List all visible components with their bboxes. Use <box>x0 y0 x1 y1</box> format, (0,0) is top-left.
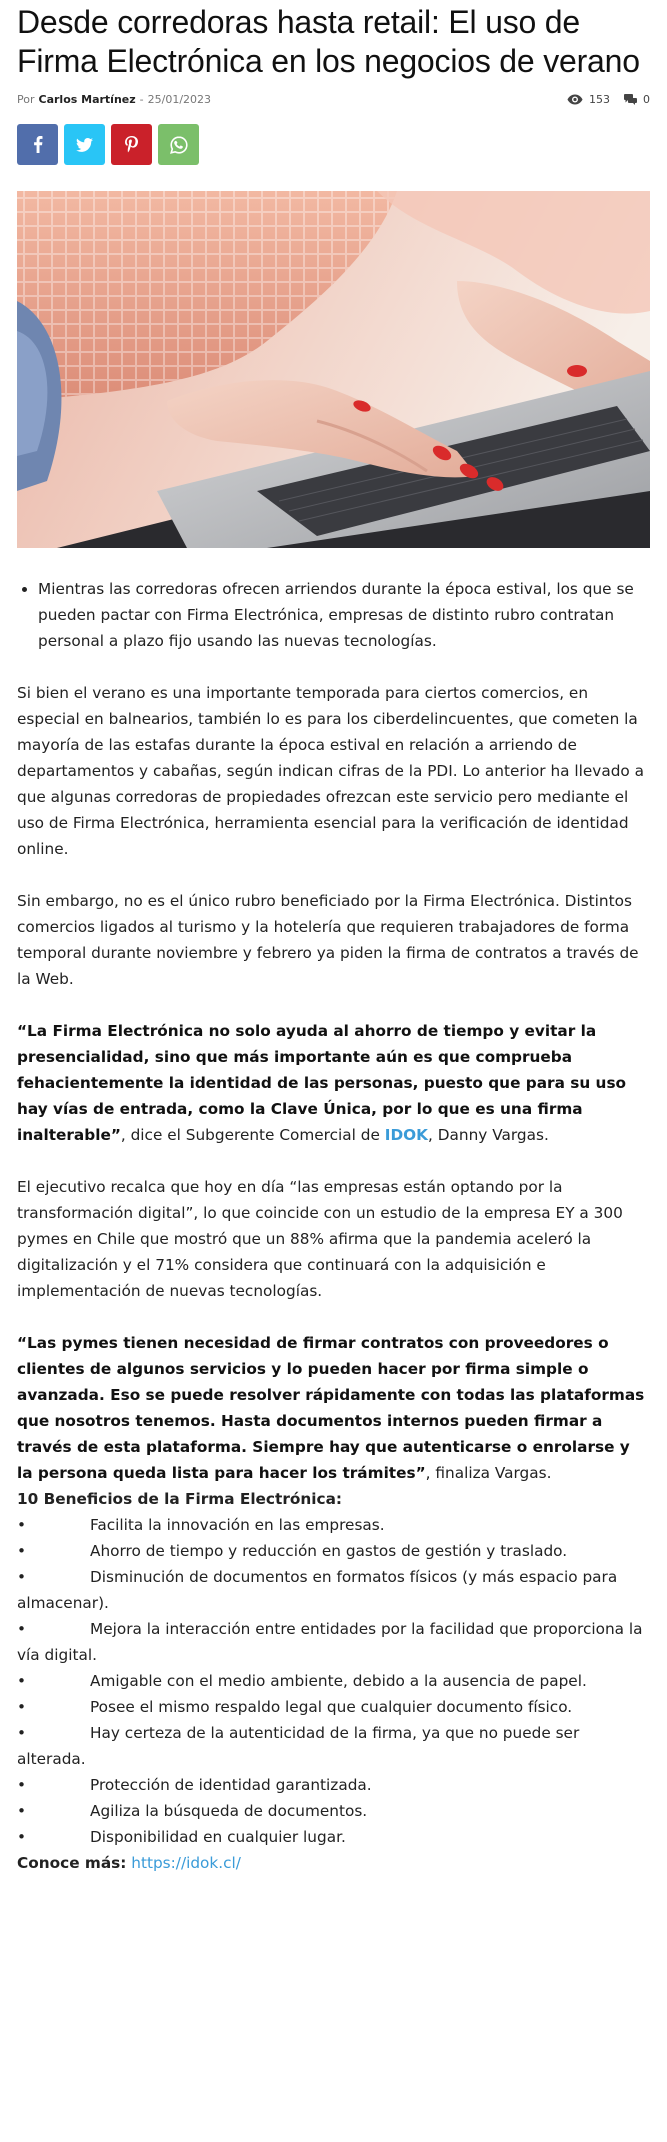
comment-icon <box>624 94 637 105</box>
benefit-item <box>17 1694 650 1720</box>
benefit-item <box>17 1564 650 1616</box>
benefit-text: Hay certeza de la autenticidad de la firma, ya que no puede ser alterada. <box>17 1724 580 1768</box>
intro-bullet: • Mientras las corredoras ofrecen arriendos durante la época estival, los que se pueden pactar con Firma Electrónica, empresas de distinto rubro contratan personal a plazo fijo usando las nuevas tecnologías. <box>38 576 650 654</box>
by-label: Por <box>17 92 35 106</box>
eye-icon <box>567 94 583 105</box>
views-counter <box>567 93 610 106</box>
idok-link[interactable]: IDOK <box>384 1126 429 1144</box>
quote-2-text: “Las pymes tienen necesidad de firmar contratos con proveedores o clientes de algunos servicios y lo pueden hacer por firma simple o avanzada. Eso se puede resolver rápidamente con todas las plataformas que nosotros tenemos. Hasta documentos internos pueden firmar a través de esta plataforma. Siempre hay que autenticarse o enrolarse y la persona queda lista para hacer los trámites” <box>17 1334 645 1482</box>
benefit-text: Mejora la interacción entre entidades por la facilidad que proporciona la vía digital. <box>17 1620 643 1664</box>
twitter-icon <box>76 138 93 152</box>
photo-hands-typing-on-laptop <box>17 191 650 548</box>
bullet: • <box>17 1698 27 1716</box>
bullet: • <box>17 1568 27 1586</box>
views-count: 153 <box>589 92 610 106</box>
bullet: • <box>17 1542 27 1560</box>
benefit-item <box>17 1512 650 1538</box>
benefits-title: 10 Beneficios de la Firma Electrónica: <box>17 1490 343 1508</box>
hero-image <box>17 191 650 548</box>
benefit-item <box>17 1616 650 1668</box>
learn-more <box>17 1850 650 1876</box>
facebook-icon <box>33 136 43 153</box>
twitter-share-button[interactable] <box>64 124 105 165</box>
quote-2 <box>17 1330 650 1486</box>
learn-more-label: Conoce más: <box>17 1854 127 1872</box>
meta-separator: - <box>139 92 144 106</box>
bullet: • <box>17 1802 27 1820</box>
bullet: • <box>17 1724 27 1742</box>
bullet: • <box>17 1516 27 1534</box>
quote-1-text: “La Firma Electrónica no solo ayuda al ahorro de tiempo y evitar la presencialidad, sino que más importante aún es que comprueba fehacientemente la identidad de las personas, puesto que para su uso hay vías de entrada, como la Clave Única, por lo que es una firma inalterable” <box>17 1022 627 1144</box>
bullet: • <box>17 1828 27 1846</box>
author-link[interactable]: Carlos Martínez <box>38 92 136 106</box>
benefits-list <box>17 1512 650 1850</box>
paragraph-1: Si bien el verano es una importante temporada para ciertos comercios, en especial en balnearios, también lo es para los ciberdelincuentes, que cometen la mayoría de las estafas durante la época estival en relación a arriendo de departamentos y cabañas, según indican cifras de la PDI. Lo anterior ha llevado a que algunas corredoras de propiedades ofrezcan este servicio pero mediante el uso de Firma Electrónica, herramienta esencial para la verificación de identidad online. <box>17 684 645 858</box>
bullet: • <box>17 1672 27 1690</box>
facebook-share-button[interactable] <box>17 124 58 165</box>
whatsapp-share-button[interactable] <box>158 124 199 165</box>
benefit-item <box>17 1538 650 1564</box>
bullet: • <box>17 1776 27 1794</box>
publish-date: 25/01/2023 <box>147 92 212 106</box>
benefit-text: Protección de identidad garantizada. <box>90 1776 372 1794</box>
benefit-text: Amigable con el medio ambiente, debido a la ausencia de papel. <box>90 1672 587 1690</box>
benefit-text: Ahorro de tiempo y reducción en gastos de gestión y traslado. <box>90 1542 568 1560</box>
article-stats <box>553 93 650 106</box>
benefit-text: Facilita la innovación en las empresas. <box>90 1516 385 1534</box>
quote-1 <box>17 1018 650 1148</box>
benefit-item <box>17 1798 650 1824</box>
whatsapp-icon <box>170 136 188 154</box>
bullet: • <box>17 1620 27 1638</box>
benefit-item <box>17 1824 650 1850</box>
benefit-item <box>17 1668 650 1694</box>
share-bar <box>17 124 650 165</box>
benefit-text: Disponibilidad en cualquier lugar. <box>90 1828 346 1846</box>
quote-1-attribution-end: , Danny Vargas. <box>428 1126 549 1144</box>
comments-count: 0 <box>643 92 650 106</box>
article-title: Desde corredoras hasta retail: El uso de Firma Electrónica en los negocios de verano <box>17 4 640 79</box>
pinterest-share-button[interactable] <box>111 124 152 165</box>
quote-1-attribution: , dice el Subgerente Comercial de <box>120 1126 385 1144</box>
benefit-item <box>17 1772 650 1798</box>
idok-website-link[interactable]: https://idok.cl/ <box>131 1854 241 1872</box>
paragraph-2: Sin embargo, no es el único rubro beneficiado por la Firma Electrónica. Distintos comercios ligados al turismo y la hotelería que requieren trabajadores de forma temporal durante noviembre y febrero ya piden la firma de contratos a través de la Web. <box>17 892 639 988</box>
benefit-item <box>17 1720 650 1772</box>
benefit-text: Agiliza la búsqueda de documentos. <box>90 1802 368 1820</box>
article-body <box>17 576 650 1876</box>
intro-list <box>17 576 650 654</box>
benefit-text: Disminución de documentos en formatos físicos (y más espacio para almacenar). <box>17 1568 618 1612</box>
comments-counter[interactable] <box>624 93 650 106</box>
quote-2-attribution: , finaliza Vargas. <box>425 1464 552 1482</box>
paragraph-3: El ejecutivo recalca que hoy en día “las empresas están optando por la transformación digital”, lo que coincide con un estudio de la empresa EY a 300 pymes en Chile que mostró que un 88% afirma que la pandemia aceleró la digitalización y el 71% considera que continuará con la adquisición e implementación de nuevas tecnologías. <box>17 1178 623 1300</box>
benefit-text: Posee el mismo respaldo legal que cualquier documento físico. <box>90 1698 573 1716</box>
article-meta <box>17 90 650 108</box>
pinterest-icon <box>125 136 138 153</box>
